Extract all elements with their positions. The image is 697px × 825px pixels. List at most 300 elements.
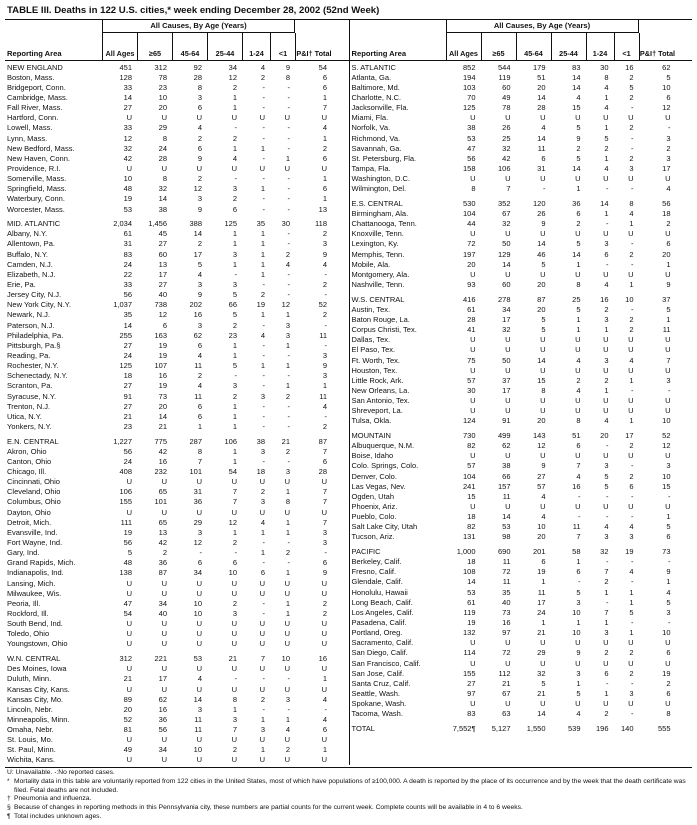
reporting-area-cell: Salt Lake City, Utah	[351, 522, 418, 532]
value-cell: 20	[537, 416, 546, 426]
value-cell: 3	[285, 467, 290, 477]
table-row	[350, 385, 693, 395]
value-cell: U	[231, 619, 237, 629]
footnotes	[5, 768, 692, 821]
value-cell: 16	[158, 704, 167, 714]
value-cell: 108	[462, 567, 476, 577]
value-cell: U	[540, 638, 546, 648]
value-cell: 4	[576, 471, 581, 481]
value-cell: 2	[322, 421, 327, 431]
value-cell: 852	[462, 62, 476, 72]
reporting-area-cell: Des Moines, Iowa	[7, 664, 67, 674]
value-cell: 50	[502, 239, 511, 249]
table-row	[350, 72, 693, 82]
reporting-area-cell: Santa Cruz, Calif.	[351, 678, 411, 688]
value-cell: 13	[318, 204, 327, 214]
value-cell: U	[628, 365, 634, 375]
value-cell: U	[231, 163, 237, 173]
value-cell: U	[161, 684, 167, 694]
value-cell: -	[262, 340, 265, 350]
value-cell: 36	[572, 198, 581, 208]
value-cell: 1,037	[113, 300, 132, 310]
value-cell: 1	[285, 381, 290, 391]
value-cell: 539	[567, 723, 581, 733]
value-cell: 72	[502, 648, 511, 658]
value-cell: 97	[502, 628, 511, 638]
table-row	[350, 532, 693, 542]
value-cell: 2	[197, 174, 202, 184]
value-cell: U	[505, 113, 511, 123]
value-cell: -	[631, 557, 634, 567]
value-cell: U	[161, 664, 167, 674]
column-header-6: P&I† Total	[639, 33, 676, 60]
value-cell: 54	[318, 62, 327, 72]
value-cell: 4	[260, 517, 265, 527]
value-cell: 3	[629, 532, 634, 542]
reporting-area-cell: Peoria, Ill.	[7, 598, 41, 608]
value-cell: -	[631, 133, 634, 143]
table-row	[5, 674, 349, 684]
value-cell: U	[231, 735, 237, 745]
value-cell: U	[470, 638, 476, 648]
table-row	[350, 163, 693, 173]
reporting-area-cell: Duluth, Minn.	[7, 674, 52, 684]
section-row	[350, 62, 693, 72]
value-cell: 1	[260, 548, 265, 558]
value-cell: -	[324, 269, 327, 279]
table-row	[5, 113, 349, 123]
value-cell: U	[321, 507, 327, 517]
column-header-5: <1	[614, 33, 639, 60]
value-cell: 28	[467, 314, 476, 324]
value-cell: 14	[158, 194, 167, 204]
value-cell: -	[631, 239, 634, 249]
value-cell: -	[287, 204, 290, 214]
value-cell: -	[262, 82, 265, 92]
value-cell: 19	[158, 351, 167, 360]
value-cell: 6	[322, 82, 327, 92]
value-cell: 201	[532, 547, 546, 557]
value-cell: -	[631, 618, 634, 628]
value-cell: U	[505, 658, 511, 668]
value-cell: 1	[197, 421, 202, 431]
value-cell: U	[284, 755, 290, 765]
reporting-area-cell: Boise, Idaho	[351, 451, 394, 461]
reporting-area-cell: San Diego, Calif.	[351, 648, 408, 658]
value-cell: -	[606, 219, 609, 229]
value-cell: 2	[232, 391, 237, 401]
value-cell: 4	[322, 259, 327, 269]
value-cell: -	[262, 674, 265, 684]
value-cell: 65	[158, 517, 167, 527]
value-cell: U	[284, 629, 290, 639]
reporting-area-cell: Spokane, Wash.	[351, 699, 407, 709]
value-cell: U	[540, 501, 546, 511]
value-cell: 7	[604, 607, 609, 617]
value-cell: 5	[197, 259, 202, 269]
reporting-area-cell: Colo. Springs, Colo.	[351, 461, 419, 471]
value-cell: -	[287, 290, 290, 300]
reporting-area-cell: Rockford, Ill.	[7, 609, 49, 619]
value-cell: U	[575, 658, 581, 668]
value-cell: 36	[158, 714, 167, 724]
value-cell: 2	[322, 609, 327, 619]
reporting-area-cell: Lowell, Mass.	[7, 123, 53, 133]
value-cell: 1	[322, 674, 327, 684]
value-cell: 4	[197, 674, 202, 684]
reporting-area-cell: St. Paul, Minn.	[7, 745, 56, 755]
value-cell: 6	[666, 239, 671, 249]
value-cell: 197	[462, 249, 476, 259]
value-cell: 18	[662, 209, 671, 219]
value-cell: 1	[285, 310, 290, 320]
table-row	[350, 471, 693, 481]
value-cell: 4	[541, 512, 546, 522]
reporting-area-cell: Detroit, Mich.	[7, 517, 52, 527]
table-row	[5, 735, 349, 745]
table-row	[5, 133, 349, 143]
reporting-area-cell: E.N. CENTRAL	[7, 436, 59, 446]
value-cell: 67	[502, 209, 511, 219]
table-row	[350, 143, 693, 153]
value-cell: 2	[232, 194, 237, 204]
value-cell: 1	[232, 446, 237, 456]
reporting-area-cell: Hartford, Conn.	[7, 113, 59, 123]
value-cell: -	[631, 103, 634, 113]
value-cell: -	[287, 456, 290, 466]
value-cell: 3	[232, 249, 237, 259]
value-cell: 7	[322, 446, 327, 456]
table-row	[5, 578, 349, 588]
value-cell: 4	[260, 330, 265, 340]
reporting-area-cell: San Francisco, Calif.	[351, 658, 421, 668]
table-row	[350, 557, 693, 567]
value-cell: 48	[123, 558, 132, 568]
reporting-area-cell: Akron, Ohio	[7, 446, 47, 456]
value-cell: U	[196, 684, 202, 694]
value-cell: 1	[285, 609, 290, 619]
value-cell: 4	[576, 92, 581, 102]
value-cell: 16	[158, 456, 167, 466]
value-cell: 10	[281, 654, 290, 664]
reporting-area-cell: Lansing, Mich.	[7, 578, 56, 588]
reporting-area-cell: Kansas City, Kans.	[7, 684, 70, 694]
value-cell: -	[262, 103, 265, 113]
reporting-area-cell: Gary, Ind.	[7, 548, 40, 558]
value-cell: 1	[232, 401, 237, 411]
value-cell: -	[234, 174, 237, 184]
value-cell: 2	[629, 249, 634, 259]
value-cell: U	[470, 229, 476, 239]
table-row	[350, 325, 693, 335]
value-cell: U	[321, 735, 327, 745]
value-cell: U	[284, 664, 290, 674]
value-cell: 29	[193, 517, 202, 527]
table-row	[350, 461, 693, 471]
value-cell: 8	[232, 694, 237, 704]
table-row	[350, 678, 693, 688]
value-cell: 19	[537, 567, 546, 577]
reporting-area-cell: Paterson, N.J.	[7, 320, 55, 330]
value-cell: 12	[158, 310, 167, 320]
reporting-area-cell: Albuquerque, N.M.	[351, 441, 415, 451]
value-cell: 2	[232, 745, 237, 755]
value-cell: 6	[629, 481, 634, 491]
table-row	[5, 72, 349, 82]
value-cell: 40	[502, 597, 511, 607]
reporting-area-cell: Kansas City, Mo.	[7, 694, 64, 704]
section-row	[350, 546, 693, 556]
value-cell: 81	[123, 725, 132, 735]
reporting-area-cell: Grand Rapids, Mich.	[7, 558, 76, 568]
value-cell: 20	[123, 704, 132, 714]
table-right-half	[349, 20, 693, 765]
value-cell: 24	[537, 607, 546, 617]
value-cell: 58	[572, 547, 581, 557]
value-cell: U	[603, 396, 609, 406]
value-cell: 18	[467, 512, 476, 522]
value-cell: 1	[285, 517, 290, 527]
value-cell: 2	[629, 648, 634, 658]
value-cell: 28	[158, 153, 167, 163]
reporting-area-cell: Milwaukee, Wis.	[7, 588, 62, 598]
value-cell: 2	[285, 745, 290, 755]
reporting-area-cell: Tampa, Fla.	[351, 163, 391, 173]
reporting-area-cell: Jacksonville, Fla.	[351, 103, 409, 113]
value-cell: U	[196, 113, 202, 123]
value-cell: -	[606, 184, 609, 194]
value-cell: 7	[322, 487, 327, 497]
value-cell: 10	[193, 598, 202, 608]
value-cell: 5	[541, 314, 546, 324]
value-cell: U	[540, 335, 546, 345]
value-cell: U	[575, 335, 581, 345]
reporting-area-cell: Houston, Tex.	[351, 365, 398, 375]
table-row	[350, 597, 693, 607]
value-cell: -	[262, 558, 265, 568]
column-header-1: ≥65	[481, 33, 516, 60]
value-cell: 9	[322, 568, 327, 578]
value-cell: 15	[572, 103, 581, 113]
value-cell: 9	[576, 648, 581, 658]
value-cell: 1	[322, 745, 327, 755]
value-cell: U	[196, 629, 202, 639]
value-cell: U	[628, 406, 634, 416]
value-cell: -	[668, 491, 671, 501]
value-cell: 4	[604, 163, 609, 173]
value-cell: -	[606, 259, 609, 269]
value-cell: 119	[498, 72, 511, 82]
value-cell: 21	[123, 411, 132, 421]
column-header-3: 25-44	[207, 33, 242, 60]
value-cell: 1	[285, 568, 290, 578]
value-cell: U	[575, 699, 581, 709]
value-cell: 1	[322, 194, 327, 204]
reporting-area-cell: Pueblo, Colo.	[351, 512, 397, 522]
value-cell: U	[259, 507, 265, 517]
value-cell: U	[321, 113, 327, 123]
value-cell: 5	[541, 259, 546, 269]
section-row	[5, 436, 349, 446]
value-cell: 11	[194, 391, 202, 401]
table-row	[5, 477, 349, 487]
value-cell: 1	[232, 340, 237, 350]
table-row	[5, 466, 349, 476]
value-cell: 4	[197, 351, 202, 360]
reporting-area-cell: NEW ENGLAND	[7, 62, 63, 72]
reporting-area-cell: Denver, Colo.	[351, 471, 397, 481]
column-header-0: All Ages	[446, 33, 481, 60]
value-cell: -	[262, 133, 265, 143]
table-row	[350, 522, 693, 532]
footnote-text: Total includes unknown ages.	[14, 812, 102, 820]
value-cell: 27	[158, 280, 167, 290]
table-row	[5, 123, 349, 133]
value-cell: 3	[260, 725, 265, 735]
table-row	[5, 619, 349, 629]
value-cell: U	[470, 451, 476, 461]
value-cell: 22	[123, 269, 132, 279]
value-cell: 16	[600, 294, 609, 304]
value-cell: 196	[595, 723, 609, 733]
value-cell: U	[505, 699, 511, 709]
value-cell: 352	[497, 198, 511, 208]
value-cell: 40	[158, 609, 167, 619]
value-cell: 5	[232, 361, 237, 371]
table-row	[350, 512, 693, 522]
value-cell: 31	[537, 163, 546, 173]
value-cell: U	[196, 507, 202, 517]
reporting-area-cell: Omaha, Nebr.	[7, 725, 54, 735]
footnote-text: Mortality data in this table are voluntarily reported from 122 cities in the United States, most of which have populations of ≥100,000. A death is reported by the place of its occurrence and by the week that the death certificate was filed. Fetal deaths are not included.	[14, 778, 686, 794]
value-cell: 11	[194, 714, 202, 724]
value-cell: 37	[502, 375, 511, 385]
footnote-text: Pneumonia and influenza.	[14, 795, 92, 803]
value-cell: 9	[197, 153, 202, 163]
value-cell: 19	[158, 340, 167, 350]
value-cell: U	[284, 639, 290, 649]
table-header-columns-row	[350, 33, 693, 61]
value-cell: 47	[467, 143, 476, 153]
value-cell: 33	[123, 280, 132, 290]
table-row	[5, 320, 349, 330]
value-cell: U	[628, 113, 634, 123]
value-cell: -	[631, 385, 634, 395]
reporting-area-cell: Allentown, Pa.	[7, 239, 55, 249]
value-cell: 1	[629, 416, 634, 426]
value-cell: U	[628, 345, 634, 355]
value-cell: 1	[232, 92, 237, 102]
value-cell: U	[628, 335, 634, 345]
value-cell: 42	[502, 153, 511, 163]
value-cell: 33	[123, 123, 132, 133]
value-cell: 119	[463, 607, 476, 617]
reporting-area-cell: Elizabeth, N.J.	[7, 269, 56, 279]
value-cell: 49	[502, 92, 511, 102]
value-cell: 13	[158, 259, 167, 269]
value-cell: 28	[318, 467, 327, 477]
reporting-area-cell: Honolulu, Hawaii	[351, 587, 408, 597]
value-cell: 3	[232, 381, 237, 391]
reporting-area-cell: Rochester, N.Y.	[7, 361, 59, 371]
value-cell: 61	[123, 229, 132, 239]
value-cell: 62	[193, 330, 202, 340]
value-cell: 5	[604, 481, 609, 491]
value-cell: U	[505, 345, 511, 355]
reporting-area-cell: Jersey City, N.J.	[7, 290, 62, 300]
reporting-area-cell: TOTAL	[351, 723, 375, 733]
value-cell: -	[262, 598, 265, 608]
value-cell: 56	[467, 153, 476, 163]
value-cell: 1	[541, 577, 546, 587]
reporting-area-cell: Los Angeles, Calif.	[351, 607, 414, 617]
value-cell: 19	[467, 618, 476, 628]
value-cell: 2	[629, 314, 634, 324]
value-cell: U	[540, 113, 546, 123]
column-header-reporting-area: Reporting Area	[351, 49, 407, 58]
value-cell: 5	[576, 153, 581, 163]
value-cell: 5	[541, 678, 546, 688]
value-cell: 6	[576, 441, 581, 451]
value-cell: 12	[228, 72, 237, 82]
table-row	[5, 239, 349, 249]
value-cell: 1	[629, 375, 634, 385]
value-cell: 1	[232, 259, 237, 269]
value-cell: 78	[502, 103, 511, 113]
value-cell: 143	[532, 430, 546, 440]
reporting-area-cell: Savannah, Ga.	[351, 143, 402, 153]
table-row	[350, 688, 693, 698]
table-row	[5, 194, 349, 204]
value-cell: U	[126, 163, 132, 173]
value-cell: 312	[154, 62, 167, 72]
value-cell: 16	[318, 654, 327, 664]
table-row	[5, 487, 349, 497]
value-cell: 179	[532, 62, 546, 72]
value-cell: -	[262, 123, 265, 133]
value-cell: 2	[285, 446, 290, 456]
value-cell: 83	[123, 249, 132, 259]
value-cell: 1	[322, 381, 327, 391]
value-cell: U	[259, 578, 265, 588]
value-cell: U	[665, 229, 671, 239]
value-cell: U	[259, 684, 265, 694]
value-cell: 114	[463, 648, 476, 658]
value-cell: 20	[158, 103, 167, 113]
value-cell: 20	[537, 82, 546, 92]
section-row	[350, 198, 693, 208]
header-area-spacer	[350, 20, 446, 33]
value-cell: 52	[662, 430, 671, 440]
value-cell: 9	[322, 361, 327, 371]
value-cell: -	[287, 174, 290, 184]
value-cell: 21	[158, 421, 167, 431]
value-cell: 6	[197, 340, 202, 350]
value-cell: 27	[158, 239, 167, 249]
value-cell: -	[631, 577, 634, 587]
value-cell: 3	[232, 609, 237, 619]
value-cell: 57	[467, 375, 476, 385]
value-cell: -	[324, 548, 327, 558]
value-cell: U	[284, 735, 290, 745]
value-cell: -	[631, 461, 634, 471]
value-cell: 104	[462, 209, 476, 219]
value-cell: 26	[537, 209, 546, 219]
value-cell: 416	[462, 294, 476, 304]
value-cell: 1	[666, 512, 671, 522]
header-area-spacer	[5, 20, 102, 33]
value-cell: -	[668, 618, 671, 628]
